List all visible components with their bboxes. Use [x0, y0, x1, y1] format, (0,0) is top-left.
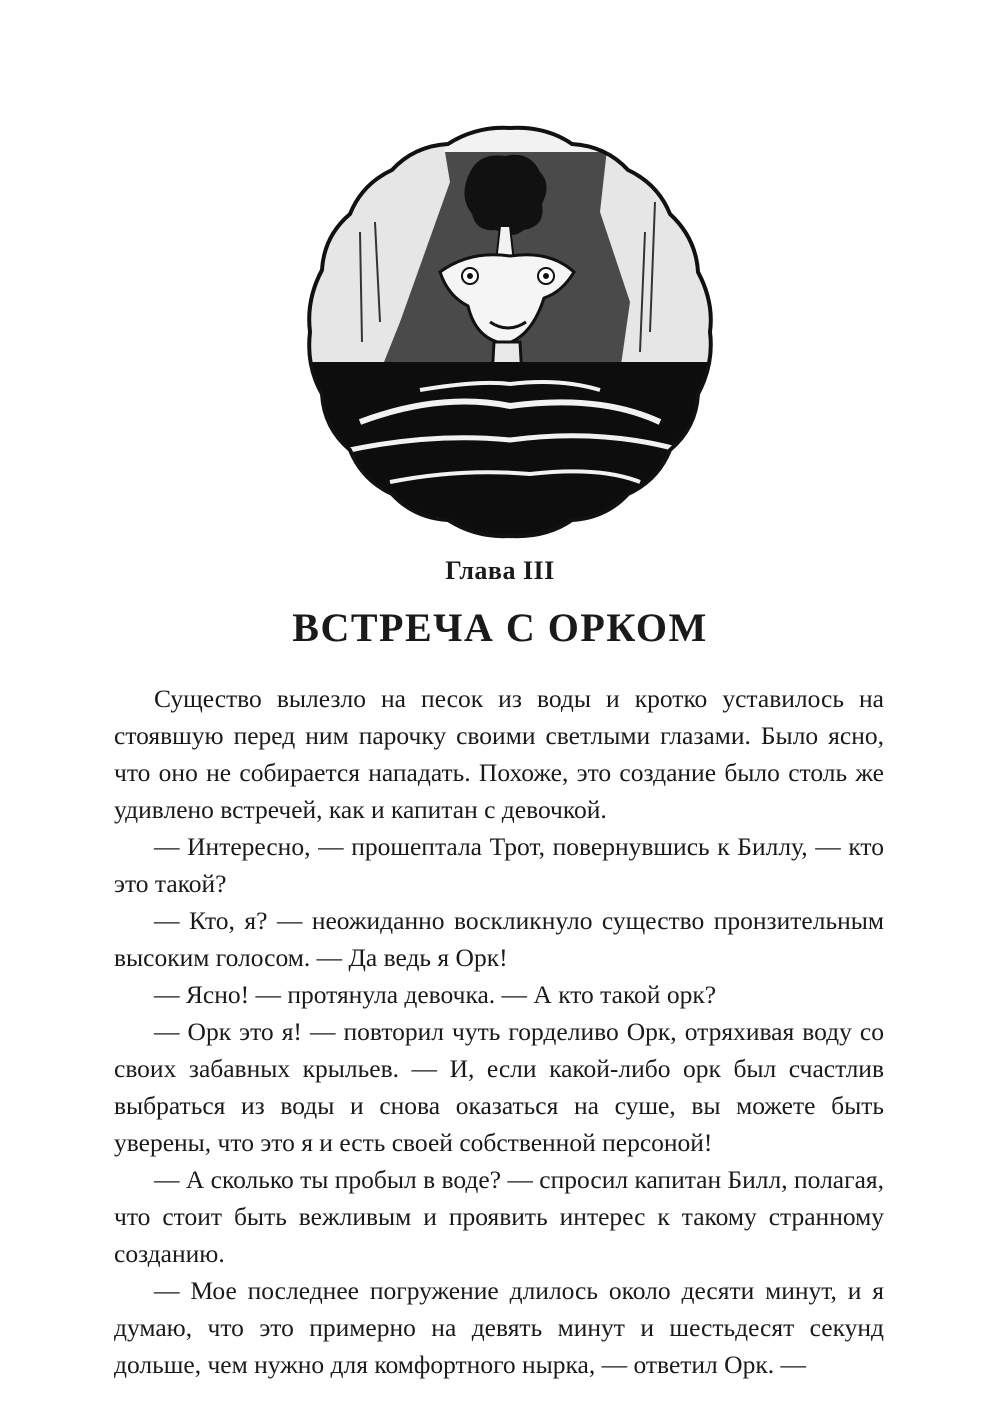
paragraph: — А сколько ты пробыл в воде? — спросил капитан Билл, полагая, что стоит быть вежливым и проявить интерес к такому странному созданию. [114, 1165, 884, 1268]
orc-emerging-from-water-icon [300, 122, 720, 542]
paragraph: Существо вылезло на песок из воды и кротко уставилось на стоявшую перед ним парочку своими светлыми глазами. Было ясно, что оно не собирается нападать. Похоже, это создание было столь же удивлено встречей, как и капитан с девочкой. [114, 684, 884, 824]
chapter-illustration [300, 122, 720, 542]
paragraph: — Кто, я? — неожиданно воскликнуло существо пронзительным высоким голосом. — Да ведь я Орк! [114, 906, 884, 972]
paragraph: — Мое последнее погружение длилось около десяти минут, и я думаю, что это примерно на девять минут и шестьдесят секунд дольше, чем нужно для комфортного нырка, — ответил Орк. — [114, 1276, 884, 1379]
paragraph: — Орк это я! — повторил чуть горделиво Орк, отряхивая воду со своих забавных крыльев. — И, если какой-либо орк был счастлив выбраться из воды и снова оказаться на суше, вы можете быть уверены, что это я и есть своей собственной персоной! [114, 1017, 884, 1157]
paragraph: — Ясно! — протянула девочка. — А кто такой орк? [154, 980, 717, 1009]
chapter-title: ВСТРЕЧА С ОРКОМ [292, 605, 708, 650]
paragraph: — Интересно, — прошептала Трот, повернувшись к Биллу, — кто это такой? [114, 832, 884, 898]
chapter-number: Глава III [445, 556, 555, 585]
chapter-text [114, 680, 884, 1383]
